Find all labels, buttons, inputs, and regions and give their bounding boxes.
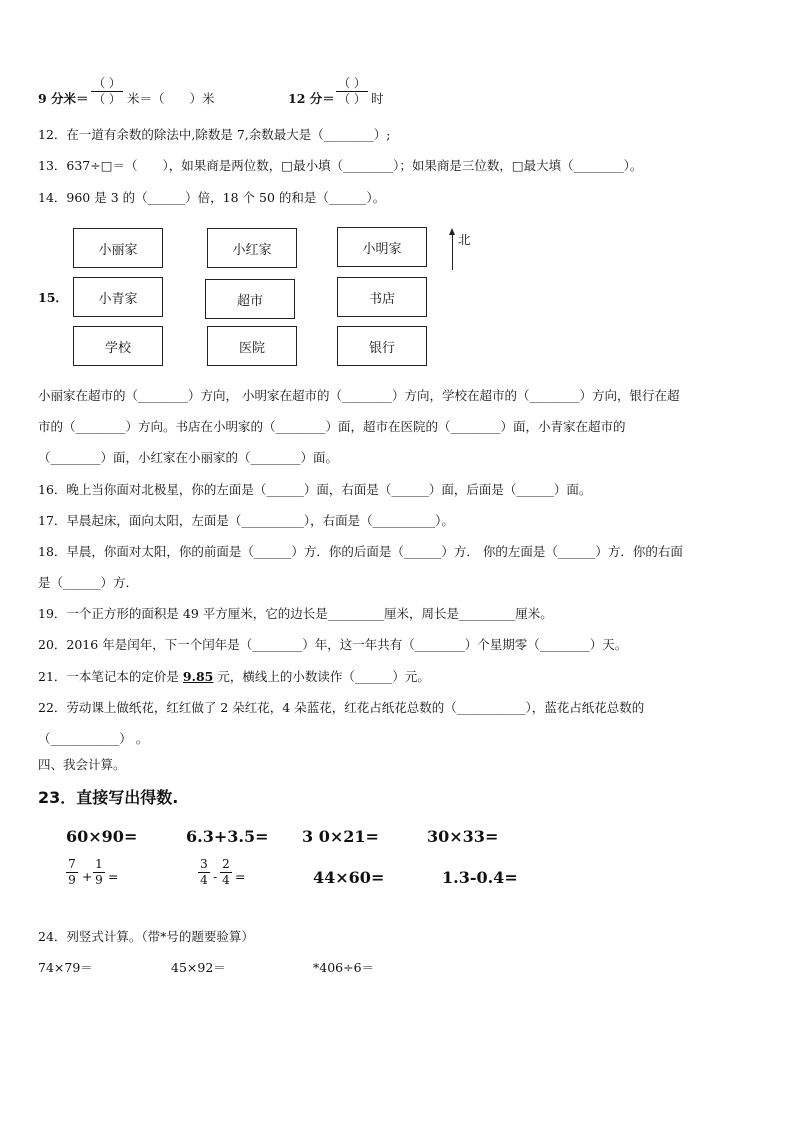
q11-a-denominator[interactable]: （ ） — [93, 92, 121, 106]
calc-30x21: 3 0×21= — [302, 827, 379, 846]
map-box-xiaohong: 小红家 — [207, 228, 297, 268]
question-15-line-1: 小丽家在超市的（________）方向， 小明家在超市的（________）方向，学校在超市的（________）方向，银行在超 — [38, 388, 680, 403]
q11-a-left: 9 分米＝ — [38, 91, 89, 106]
map-box-school: 学校 — [73, 326, 163, 366]
question-21 — [38, 667, 430, 685]
q11-b-numerator[interactable]: （ ） — [338, 76, 366, 90]
section-4-heading: 四、我会计算。 — [38, 757, 126, 772]
fraction-op-minus: - — [213, 869, 218, 884]
q11-a-mid: 米＝（ ）米 — [127, 91, 215, 106]
map-box-xiaoming: 小明家 — [337, 227, 427, 267]
question-20: 20．2016 年是闰年，下一个闰年是（________）年，这一年共有（________）个星期零（________）天。 — [38, 637, 628, 652]
map-box-xiaoli: 小丽家 — [73, 228, 163, 268]
calc-30x33: 30×33= — [427, 827, 499, 846]
map-box-bookstore: 书店 — [337, 277, 427, 317]
fraction-2-4 — [220, 858, 232, 887]
price-value: 9.85 — [182, 669, 214, 684]
calc-44x60: 44×60= — [313, 868, 385, 887]
question-18-line-1: 18．早晨，你面对太阳，你的前面是（______）方．你的后面是（______）方． 你的左面是（______）方．你的右面 — [38, 544, 683, 559]
question-16: 16．晚上当你面对北极星，你的左面是（______）面，右面是（______）面，后面是（______）面。 — [38, 482, 592, 497]
q11-a-fraction — [91, 77, 123, 106]
question-22-line-2: （___________） 。 — [38, 731, 149, 746]
north-arrow-line — [452, 233, 453, 270]
q11-b-left: 12 分＝ — [288, 91, 335, 106]
map-box-xiaoqing: 小青家 — [73, 277, 163, 317]
north-label: 北 — [458, 232, 471, 247]
fraction-numerator: 7 — [68, 857, 76, 871]
q11-b-right: 时 — [371, 91, 384, 106]
question-12: 12．在一道有余数的除法中,除数是 7,余数最大是（________）; — [38, 127, 391, 142]
q11-b-fraction — [336, 77, 368, 106]
fraction-numerator: 3 — [200, 857, 208, 871]
question-18-line-2: 是（______）方． — [38, 575, 139, 590]
question-19: 19．一个正方形的面积是 49 平方厘米，它的边长是_________厘米，周长是_________厘米。 — [38, 606, 553, 621]
question-24-title: 24．列竖式计算。（带*号的题要验算） — [38, 929, 254, 944]
vertical-calc-74x79: 74×79＝ — [38, 960, 93, 975]
map-box-hospital: 医院 — [207, 326, 297, 366]
fraction-numerator: 1 — [95, 857, 103, 871]
q11-a-numerator[interactable]: （ ） — [93, 76, 121, 90]
fraction-denominator: 4 — [200, 873, 208, 887]
question-23-title: 23．直接写出得数. — [38, 788, 179, 807]
fraction-denominator: 9 — [95, 873, 103, 887]
question-15-line-2: 市的（________）方向。书店在小明家的（________）面，超市在医院的（________）面，小青家在超市的 — [38, 419, 626, 434]
north-arrow-icon — [449, 228, 455, 235]
question-17: 17．早晨起床，面向太阳，左面是（__________），右面是（__________）。 — [38, 513, 454, 528]
fraction-1-9 — [93, 858, 105, 887]
q11-b-denominator[interactable]: （ ） — [338, 92, 366, 106]
calc-60x90: 60×90= — [66, 827, 138, 846]
question-13: 13．637÷□＝（ ），如果商是两位数，□最小填（________）；如果商是三位数，□最大填（________）。 — [38, 158, 643, 173]
map-box-bank: 银行 — [337, 326, 427, 366]
vertical-calc-406div6: *406÷6＝ — [313, 960, 375, 975]
fraction-denominator: 4 — [222, 873, 230, 887]
fraction-denominator: 9 — [68, 873, 76, 887]
calc-1.3-0.4: 1.3-0.4= — [442, 868, 518, 887]
question-15-line-3: （________）面，小红家在小丽家的（________）面。 — [38, 450, 339, 465]
vertical-calc-45x92: 45×92＝ — [171, 960, 226, 975]
question-15-label: 15． — [38, 290, 68, 305]
question-21-before: 21．一本笔记本的定价是 — [38, 669, 183, 684]
map-box-supermarket: 超市 — [205, 279, 295, 319]
fraction-eq-1: = — [108, 869, 119, 884]
fraction-7-9 — [66, 858, 78, 887]
question-21-after: 元，横线上的小数读作（______）元。 — [213, 669, 430, 684]
fraction-eq-2: = — [235, 869, 246, 884]
question-22-line-1: 22．劳动课上做纸花，红红做了 2 朵红花，4 朵蓝花，红花占纸花总数的（___________），蓝花占纸花总数的 — [38, 700, 645, 715]
fraction-op-plus: + — [82, 869, 93, 884]
calc-6.3+3.5: 6.3+3.5= — [186, 827, 269, 846]
question-14: 14．960 是 3 的（______）倍，18 个 50 的和是（______）。 — [38, 190, 386, 205]
fraction-numerator: 2 — [222, 857, 230, 871]
fraction-3-4 — [198, 858, 210, 887]
